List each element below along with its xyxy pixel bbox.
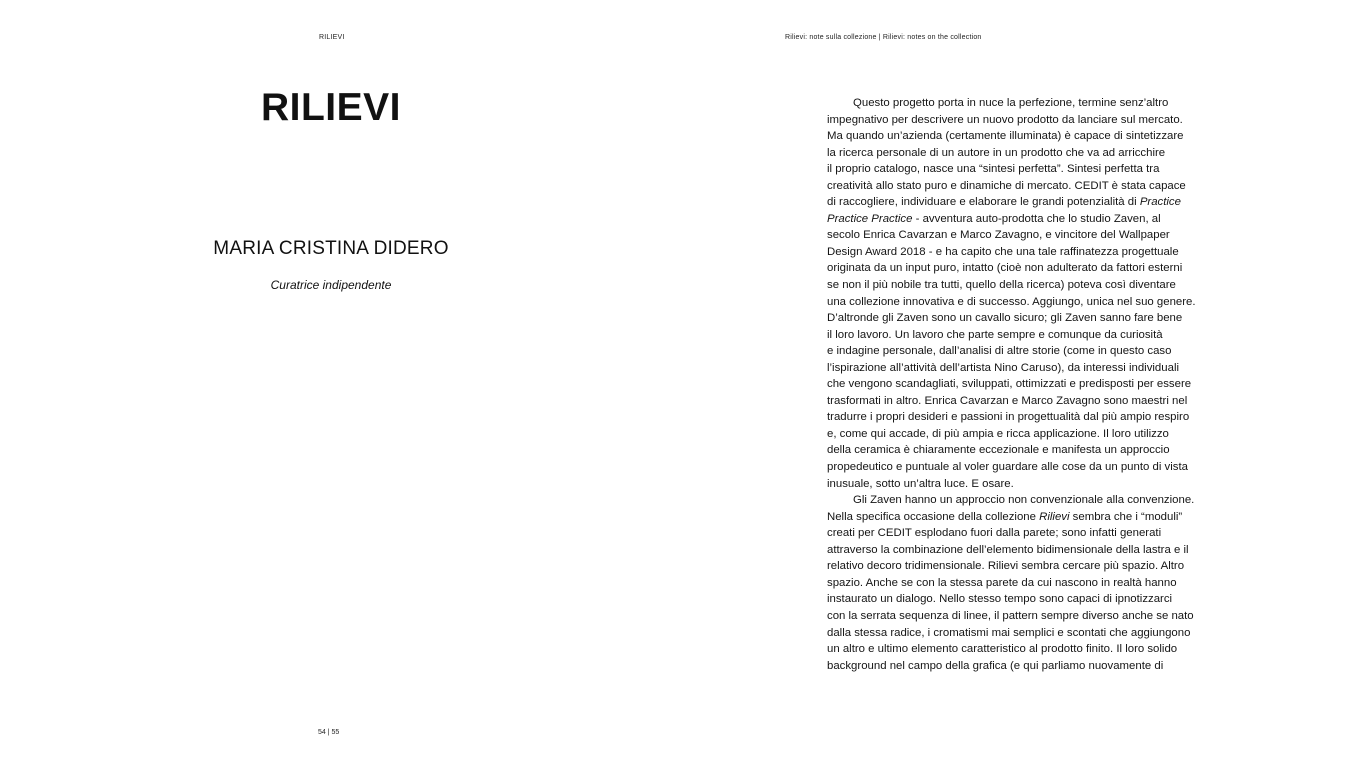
text-line — [827, 227, 1227, 244]
text-segment: originata da un input puro, intatto (cioè non adulterato da fattori esterni — [827, 262, 1183, 275]
running-head-right: Rilievi: note sulla collezione | Rilievi: notes on the collection — [785, 34, 982, 41]
text-line — [827, 575, 1227, 592]
text-line — [827, 161, 1227, 178]
text-line — [827, 393, 1227, 410]
text-segment: di raccogliere, individuare e elaborare le grandi potenzialità di — [827, 196, 1140, 209]
text-segment: trasformati in altro. Enrica Cavarzan e Marco Zavagno sono maestri nel — [827, 394, 1188, 407]
text-line — [827, 95, 1227, 112]
text-segment: D’altronde gli Zaven sono un cavallo sicuro; gli Zaven sanno fare bene — [827, 312, 1183, 325]
running-head-left: RILIEVI — [319, 34, 345, 41]
author-role: Curatrice indipendente — [270, 278, 392, 292]
text-line — [827, 442, 1227, 459]
text-line — [827, 608, 1227, 625]
text-segment: dalla stessa radice, i cromatismi mai semplici e scontati che aggiungono — [827, 626, 1191, 639]
text-segment: una collezione innovativa e di successo. Aggiungo, unica nel suo genere. — [827, 295, 1196, 308]
text-line — [827, 343, 1227, 360]
article-body — [827, 95, 1227, 674]
page-numbers: 54 | 55 — [318, 729, 340, 736]
text-line — [827, 327, 1227, 344]
text-segment: creati per CEDIT esplodano fuori dalla parete; sono infatti generati — [827, 527, 1162, 540]
right-page — [678, 0, 1356, 759]
text-line — [827, 476, 1227, 493]
text-line — [827, 260, 1227, 277]
text-line — [827, 112, 1227, 129]
text-line — [827, 211, 1227, 228]
text-segment: un altro e ultimo elemento caratteristico al prodotto finito. Il loro solido — [827, 643, 1178, 656]
text-segment: con la serrata sequenza di linee, il pattern sempre diverso anche se nato — [827, 609, 1194, 622]
text-line — [827, 459, 1227, 476]
text-line — [827, 591, 1227, 608]
text-segment: il loro lavoro. Un lavoro che parte sempre e comunque da curiosità — [827, 328, 1163, 341]
text-line — [827, 525, 1227, 542]
text-segment: spazio. Anche se con la stessa parete da cui nascono in realtà hanno — [827, 576, 1177, 589]
text-line — [827, 145, 1227, 162]
text-segment: creatività allo stato puro e dinamiche di mercato. CEDIT è stata capace — [827, 179, 1186, 192]
text-segment: attraverso la combinazione dell’elemento bidimensionale della lastra e il — [827, 543, 1189, 556]
text-segment: propedeutico e puntuale al voler guardare alle cose da un punto di vista — [827, 461, 1188, 474]
text-line — [827, 376, 1227, 393]
italic-text: Practice — [1139, 196, 1181, 209]
text-line — [827, 194, 1227, 211]
italic-text: Practice Practice — [827, 212, 913, 225]
text-line — [827, 128, 1227, 145]
text-line — [827, 244, 1227, 261]
text-segment: Gli Zaven hanno un approccio non convenzionale alla convenzione. — [853, 494, 1195, 507]
text-line — [827, 277, 1227, 294]
text-segment: background nel campo della grafica (e qui parliamo nuovamente di — [827, 659, 1164, 672]
text-line — [827, 558, 1227, 575]
text-segment: Ma quando un’azienda (certamente illuminata) è capace di sintetizzare — [827, 130, 1184, 143]
italic-text: Rilievi — [1039, 510, 1070, 523]
text-segment: secolo Enrica Cavarzan e Marco Zavagno, e vincitore del Wallpaper — [827, 229, 1170, 242]
text-line — [827, 509, 1227, 526]
text-line — [827, 178, 1227, 195]
text-line — [827, 625, 1227, 642]
text-segment: la ricerca personale di un autore in un prodotto che va ad arricchire — [827, 146, 1166, 159]
text-segment: Nella specifica occasione della collezione — [827, 510, 1040, 523]
text-segment: instaurato un dialogo. Nello stesso tempo sono capaci di ipnotizzarci — [827, 593, 1173, 606]
paragraph-1 — [827, 95, 1227, 492]
text-line — [827, 542, 1227, 559]
text-line — [827, 426, 1227, 443]
text-segment: l’ispirazione all’attività dell’artista Nino Caruso), da interessi individuali — [827, 361, 1180, 374]
paragraph-2 — [827, 492, 1227, 674]
text-line — [827, 360, 1227, 377]
text-segment: sembra che i “moduli” — [1069, 510, 1183, 523]
text-segment: - avventura auto-prodotta che lo studio Zaven, al — [912, 212, 1161, 225]
text-line — [827, 658, 1227, 675]
page-title: RILIEVI — [260, 86, 402, 129]
author-name: MARIA CRISTINA DIDERO — [213, 238, 449, 259]
text-segment: il proprio catalogo, nasce una “sintesi perfetta”. Sintesi perfetta tra — [827, 163, 1160, 176]
text-segment: inusuale, sotto un’altra luce. E osare. — [827, 477, 1014, 490]
text-segment: e indagine personale, dall’analisi di altre storie (come in questo caso — [827, 345, 1172, 358]
text-segment: tradurre i propri desideri e passioni in progettualità dal più ampio respiro — [827, 411, 1190, 424]
text-line — [827, 492, 1227, 509]
text-segment: se non il più nobile tra tutti, quello della ricerca) poteva così diventare — [827, 279, 1176, 292]
text-segment: Design Award 2018 - e ha capito che una tale raffinatezza progettuale — [827, 245, 1179, 258]
text-segment: impegnativo per descrivere un nuovo prodotto da lanciare sul mercato. — [827, 113, 1183, 126]
text-line — [827, 409, 1227, 426]
text-line — [827, 310, 1227, 327]
text-line — [827, 294, 1227, 311]
text-segment: Questo progetto porta in nuce la perfezione, termine senz’altro — [853, 97, 1169, 109]
text-segment: relativo decoro tridimensionale. Rilievi sembra cercare più spazio. Altro — [827, 560, 1185, 573]
text-segment: e, come qui accade, di più ampia e ricca applicazione. Il loro utilizzo — [827, 427, 1169, 440]
text-segment: della ceramica è chiaramente eccezionale e manifesta un approccio — [827, 444, 1170, 457]
text-segment: che vengono scandagliati, sviluppati, ottimizzati e predisposti per essere — [827, 378, 1192, 391]
text-line — [827, 641, 1227, 658]
